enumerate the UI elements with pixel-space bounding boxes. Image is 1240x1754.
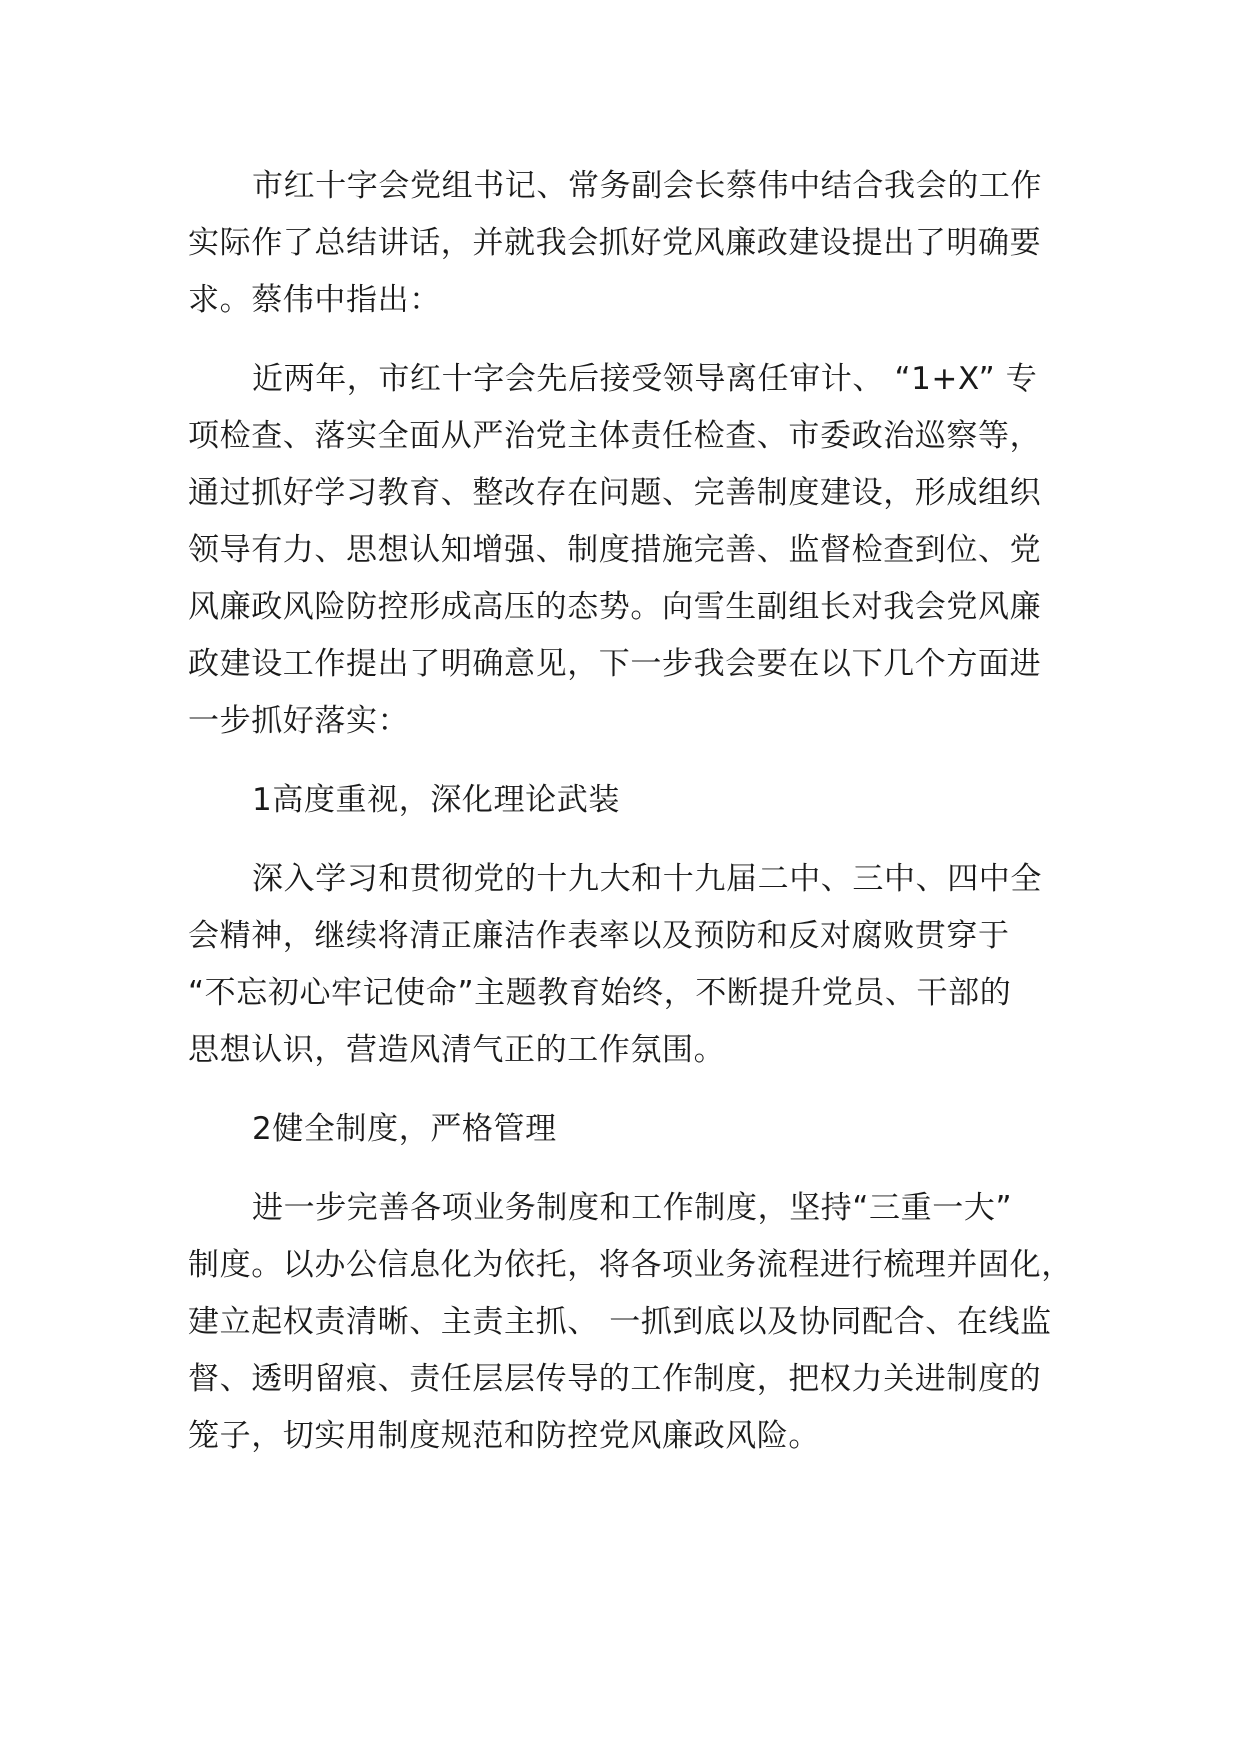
paragraph-line: 市红十字会党组书记、常务副会长蔡伟中结合我会的工作 [252,168,1042,204]
paragraph-summary-speech [188,158,1068,329]
document-body [188,158,1073,1465]
paragraph-line: 建立起权责清晰、主责主抓、 一抓到底以及协同配合、在线监 [188,1304,1052,1340]
paragraph-system-management [188,1180,1073,1465]
paragraph-line: 深入学习和贯彻党的十九大和十九届二中、三中、四中全 [252,861,1042,897]
paragraph-recent-work [188,351,1068,750]
paragraph-line: 思想认识，营造风清气正的工作氛围。 [188,1032,726,1068]
paragraph-line: 一步抓好落实： [188,703,410,739]
paragraph-line: 进一步完善各项业务制度和工作制度，坚持“三重一大” [252,1190,1013,1226]
paragraph-line: 项检查、落实全面从严治党主体责任检查、市委政治巡察等， [188,418,1042,454]
paragraph-line: 近两年，市红十字会先后接受领导离任审计、 “1+X” 专 [252,361,1038,397]
paragraph-theory-study [188,851,1068,1079]
paragraph-line: “不忘初心牢记使命”主题教育始终，不断提升党员、干部的 [188,975,1012,1011]
paragraph-line: 领导有力、思想认知增强、制度措施完善、监督检查到位、党 [188,532,1042,568]
paragraph-line: 会精神，继续将清正廉洁作表率以及预防和反对腐败贯穿于 [188,918,1010,954]
paragraph-line: 通过抓好学习教育、整改存在问题、完善制度建设，形成组织 [188,475,1042,511]
paragraph-line: 求。蔡伟中指出： [188,282,441,318]
paragraph-line: 政建设工作提出了明确意见，下一步我会要在以下几个方面进 [188,646,1042,682]
paragraph-line: 风廉政风险防控形成高压的态势。向雪生副组长对我会党风廉 [188,589,1042,625]
paragraph-line: 督、透明留痕、责任层层传导的工作制度，把权力关进制度的 [188,1361,1042,1397]
section-heading-2: 2健全制度，严格管理 [252,1111,557,1147]
paragraph-line: 制度。以办公信息化为依托，将各项业务流程进行梳理并固化， [188,1247,1073,1283]
paragraph-line: 笼子，切实用制度规范和防控党风廉政风险。 [188,1418,820,1454]
section-heading-1: 1高度重视，深化理论武装 [252,782,620,818]
paragraph-line: 实际作了总结讲话，并就我会抓好党风廉政建设提出了明确要 [188,225,1042,261]
